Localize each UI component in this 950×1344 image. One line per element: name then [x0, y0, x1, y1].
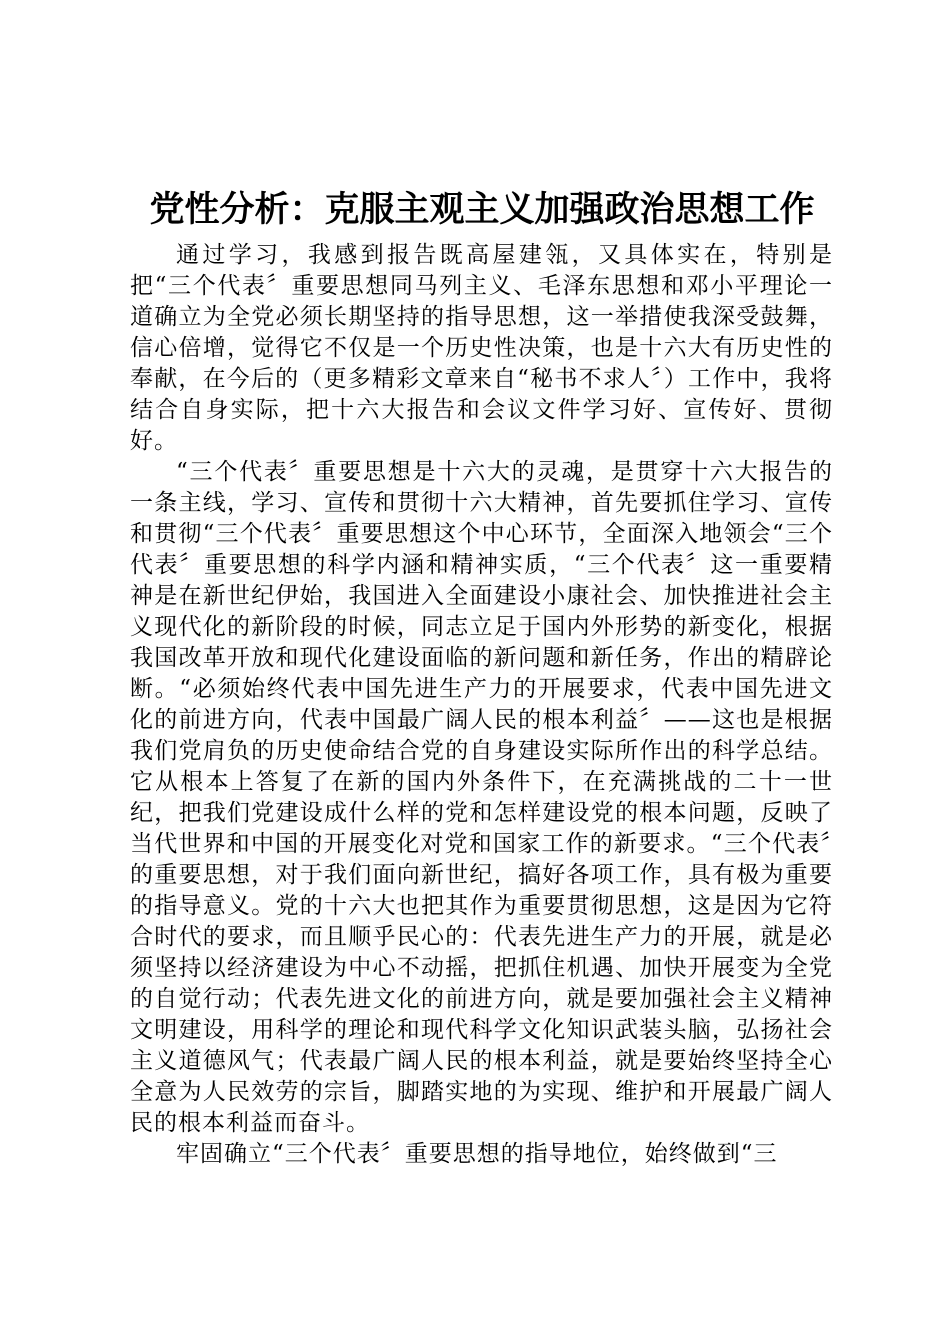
paragraph-1: 通过学习，我感到报告既高屋建瓴，又具体实在，特别是把“三个代表〞重要思想同马列主义、毛泽东思想和邓小平理论一道确立为全党必须长期坚持的指导思想，这一举措使我深受鼓舞，信心倍增，觉得它不仅是一个历史性决策，也是十六大有历史性的奉献，在今后的（更多精彩文章来自“秘书不求人〞）工作中，我将结合自身实际，把十六大报告和会议文件学习好、宣传好、贯彻好。 [130, 242, 833, 454]
document-page [130, 190, 833, 1170]
paragraph-3: 牢固确立“三个代表〞重要思想的指导地位，始终做到“三 [176, 1141, 778, 1167]
document-title: 党性分析：克服主观主义加强政治思想工作 [149, 189, 815, 230]
paragraph-2: “三个代表〞重要思想是十六大的灵魂，是贯穿十六大报告的一条主线，学习、宣传和贯彻十六大精神，首先要抓住学习、宣传和贯彻“三个代表〞重要思想这个中心环节，全面深入地领会“三个代表〞重要思想的科学内涵和精神实质，“三个代表〞这一重要精神是在新世纪伊始，我国进入全面建设小康社会、加快推进社会主义现代化的新阶段的时候，同志立足于国内外形势的新变化，根据我国改革开放和现代化建设面临的新问题和新任务，作出的精辟论断。“必须始终代表中国先进生产力的开展要求，代表中国先进文化的前进方向，代表中国最广阔人民的根本利益〞——这也是根据我们党肩负的历史使命结合党的自身建设实际所作出的科学总结。它从根本上答复了在新的国内外条件下，在充满挑战的二十一世纪，把我们党建设成什么样的党和怎样建设党的根本问题，反映了当代世界和中国的开展变化对党和国家工作的新要求。“三个代表〞的重要思想，对于我们面向新世纪，搞好各项工作，具有极为重要的指导意义。党的十六大也把其作为重要贯彻思想，这是因为它符合时代的要求，而且顺乎民心的：代表先进生产力的开展，就是必须坚持以经济建设为中心不动摇，把抓住机遇、加快开展变为全党的自觉行动；代表先进文化的前进方向，就是要加强社会主义精神文明建设，用科学的理论和现代科学文化知识武装头脑，弘扬社会主义道德风气；代表最广阔人民的根本利益，就是要始终坚持全心全意为人民效劳的宗旨，脚踏实地的为实现、维护和开展最广阔人民的根本利益而奋斗。 [130, 459, 833, 1136]
